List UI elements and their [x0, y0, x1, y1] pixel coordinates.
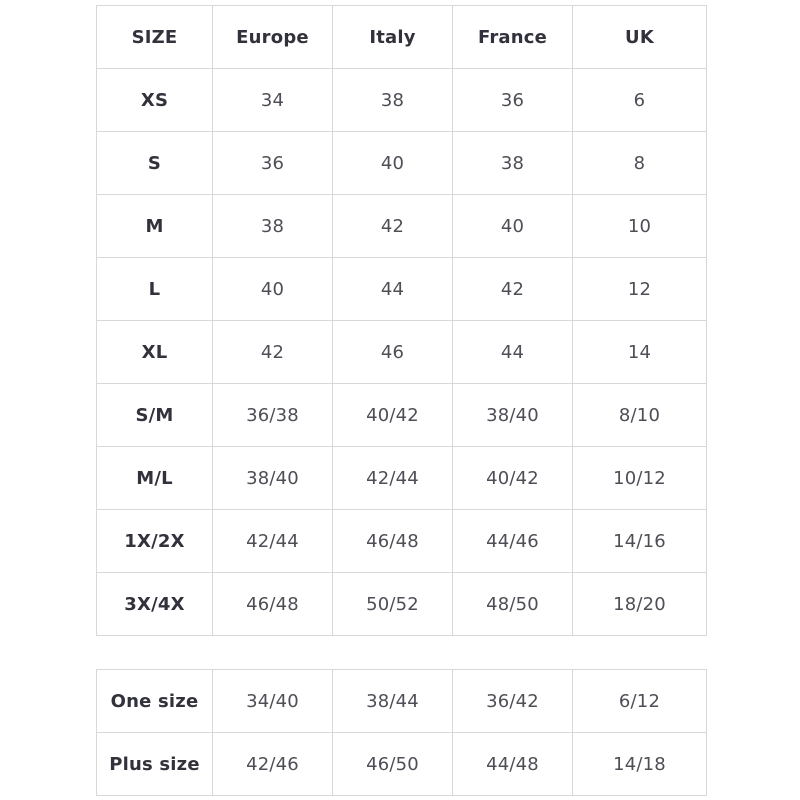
- size-value-cell: 38: [333, 69, 453, 132]
- size-value-cell: 42/44: [333, 447, 453, 510]
- size-value-cell: 12: [573, 258, 707, 321]
- size-value-cell: 6: [573, 69, 707, 132]
- size-value-cell: 44: [453, 321, 573, 384]
- size-value-cell: 40: [213, 258, 333, 321]
- special-sizes-table: [96, 669, 707, 796]
- size-value-cell: 34: [213, 69, 333, 132]
- table-row-ml: [97, 447, 707, 510]
- size-value-cell: 42: [453, 258, 573, 321]
- header-row: [97, 6, 707, 69]
- size-value-cell: 46: [333, 321, 453, 384]
- size-value-cell: 14: [573, 321, 707, 384]
- size-label-cell: S: [97, 132, 213, 195]
- size-value-cell: 40/42: [453, 447, 573, 510]
- table-row-xl: [97, 321, 707, 384]
- size-value-cell: 40: [453, 195, 573, 258]
- size-value-cell: 44: [333, 258, 453, 321]
- size-value-cell: 44/46: [453, 510, 573, 573]
- size-conversion-table: [96, 5, 707, 636]
- size-value-cell: 36: [453, 69, 573, 132]
- size-label-cell: L: [97, 258, 213, 321]
- size-label-cell: XS: [97, 69, 213, 132]
- size-value-cell: 44/48: [453, 733, 573, 796]
- table-row-plus-size: [97, 733, 707, 796]
- size-value-cell: 38/44: [333, 670, 453, 733]
- size-value-cell: 14/18: [573, 733, 707, 796]
- size-value-cell: 46/50: [333, 733, 453, 796]
- size-value-cell: 36/38: [213, 384, 333, 447]
- size-label-cell: S/M: [97, 384, 213, 447]
- size-value-cell: 34/40: [213, 670, 333, 733]
- column-header-uk: UK: [573, 6, 707, 69]
- size-value-cell: 40: [333, 132, 453, 195]
- size-value-cell: 38: [213, 195, 333, 258]
- column-header-france: France: [453, 6, 573, 69]
- table-row-3x4x: [97, 573, 707, 636]
- size-value-cell: 42/44: [213, 510, 333, 573]
- size-value-cell: 18/20: [573, 573, 707, 636]
- size-label-cell: 3X/4X: [97, 573, 213, 636]
- size-value-cell: 10/12: [573, 447, 707, 510]
- column-header-italy: Italy: [333, 6, 453, 69]
- size-value-cell: 38/40: [213, 447, 333, 510]
- table-row-1x2x: [97, 510, 707, 573]
- table-row-m: [97, 195, 707, 258]
- size-label-cell: M: [97, 195, 213, 258]
- size-value-cell: 46/48: [213, 573, 333, 636]
- size-value-cell: 40/42: [333, 384, 453, 447]
- size-label-cell: 1X/2X: [97, 510, 213, 573]
- table-row-l: [97, 258, 707, 321]
- size-label-cell: Plus size: [97, 733, 213, 796]
- table-gap: [96, 636, 706, 669]
- table-row-xs: [97, 69, 707, 132]
- size-value-cell: 6/12: [573, 670, 707, 733]
- column-header-europe: Europe: [213, 6, 333, 69]
- size-value-cell: 8: [573, 132, 707, 195]
- size-value-cell: 10: [573, 195, 707, 258]
- size-value-cell: 46/48: [333, 510, 453, 573]
- size-value-cell: 36: [213, 132, 333, 195]
- table-row-one-size: [97, 670, 707, 733]
- size-value-cell: 36/42: [453, 670, 573, 733]
- size-value-cell: 38/40: [453, 384, 573, 447]
- table-row-sm: [97, 384, 707, 447]
- column-header-size: SIZE: [97, 6, 213, 69]
- size-value-cell: 42: [213, 321, 333, 384]
- size-value-cell: 42/46: [213, 733, 333, 796]
- table-row-s: [97, 132, 707, 195]
- size-label-cell: M/L: [97, 447, 213, 510]
- size-value-cell: 50/52: [333, 573, 453, 636]
- size-chart: [96, 5, 706, 796]
- size-value-cell: 38: [453, 132, 573, 195]
- size-value-cell: 48/50: [453, 573, 573, 636]
- size-label-cell: XL: [97, 321, 213, 384]
- size-value-cell: 8/10: [573, 384, 707, 447]
- size-value-cell: 42: [333, 195, 453, 258]
- size-value-cell: 14/16: [573, 510, 707, 573]
- size-label-cell: One size: [97, 670, 213, 733]
